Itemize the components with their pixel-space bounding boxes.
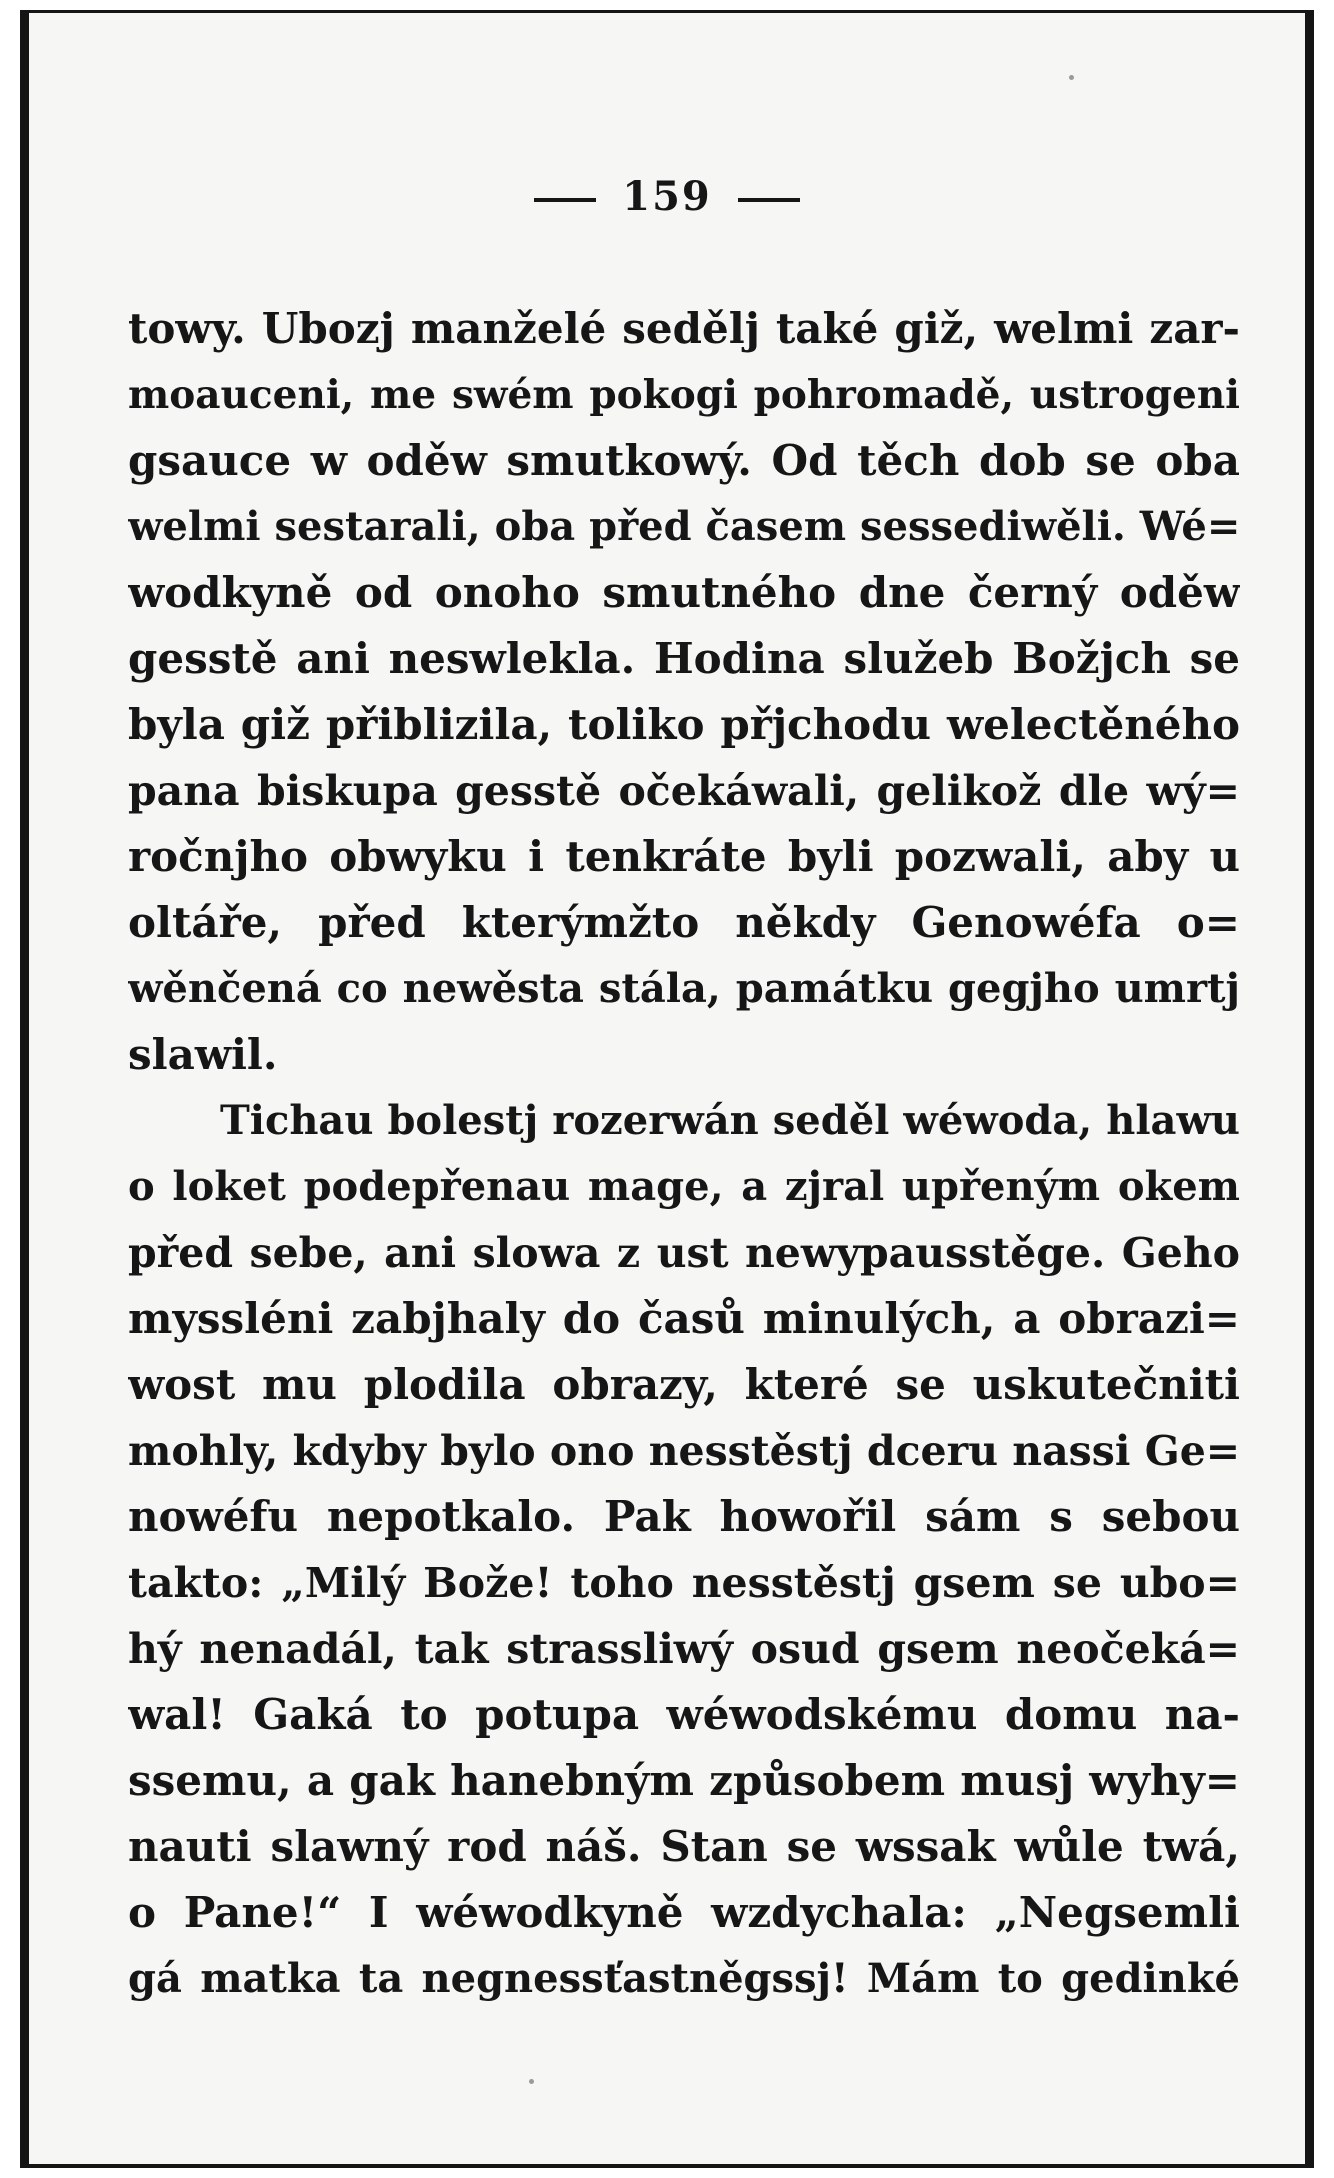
text-line: mohly, kdyby bylo ono nesstěstj dceru nassi Ge= bbox=[128, 1427, 1240, 1475]
text-line: před sebe, ani slowa z ust newypausstěge. Geho bbox=[128, 1229, 1240, 1277]
text-line: wodkyně od onoho smutného dne černý oděw bbox=[128, 568, 1240, 617]
text-line: oltáře, před kterýmžto někdy Genowéfa o= bbox=[128, 898, 1240, 947]
text-line: moauceni, me swém pokogi pohromadě, ustrogeni bbox=[128, 372, 1240, 418]
text-line: nauti slawný rod náš. Stan se wssak wůle twá, bbox=[128, 1822, 1240, 1871]
page-number: 159 bbox=[622, 173, 712, 220]
text-line: gá matka ta negnessťastněgssj! Mám to gedinké bbox=[128, 1955, 1240, 2002]
text-line: nowéfu nepotkalo. Pak howořil sám s sebou bbox=[128, 1492, 1240, 1541]
text-line: slawil. bbox=[128, 1030, 278, 1079]
paper-speck bbox=[1069, 75, 1074, 80]
page-number-header bbox=[29, 173, 1305, 220]
text-line: myssléni zabjhaly do časů minulých, a obrazi= bbox=[128, 1294, 1240, 1343]
text-line: wěnčená co newěsta stála, památku gegjho umrtj bbox=[128, 965, 1240, 1012]
text-line: ročnjho obwyku i tenkráte byli pozwali, aby u bbox=[128, 832, 1240, 881]
text-line: wal! Gaká to potupa wéwodskému domu na- bbox=[128, 1690, 1240, 1739]
text-line: gsauce w oděw smutkowý. Od těch dob se oba bbox=[128, 436, 1240, 485]
text-line: gesstě ani neswlekla. Hodina služeb Božjch se bbox=[128, 634, 1240, 683]
book-page bbox=[20, 10, 1314, 2168]
text-line: hý nenadál, tak strassliwý osud gsem neočeká= bbox=[128, 1625, 1240, 1673]
text-line: takto: „Milý Bože! toho nesstěstj gsem se ubo= bbox=[128, 1559, 1240, 1607]
text-line: towy. Ubozj manželé sedělj také giž, welmi zar- bbox=[128, 304, 1240, 353]
text-line: o Pane!“ I wéwodkyně wzdychala: „Negsemli bbox=[128, 1888, 1240, 1937]
paper-speck bbox=[529, 2079, 534, 2084]
header-dash-right bbox=[738, 198, 800, 202]
paragraph-start-line: Tichau bolestj rozerwán seděl wéwoda, hlawu bbox=[220, 1097, 1240, 1144]
header-dash-left bbox=[534, 198, 596, 202]
text-body bbox=[128, 296, 1240, 2012]
text-line: welmi sestarali, oba před časem sessediwěli. Wé= bbox=[128, 503, 1240, 550]
text-line: pana biskupa gesstě očekáwali, gelikož dle wý= bbox=[128, 767, 1240, 815]
text-line: ssemu, a gak hanebným způsobem musj wyhy= bbox=[128, 1756, 1240, 1805]
text-line: byla giž přiblizila, toliko přjchodu welectěného bbox=[128, 700, 1240, 749]
text-line: wost mu plodila obrazy, které se uskutečniti bbox=[128, 1360, 1240, 1409]
text-line: o loket podepřenau mage, a zjral upřeným okem bbox=[128, 1163, 1240, 1210]
